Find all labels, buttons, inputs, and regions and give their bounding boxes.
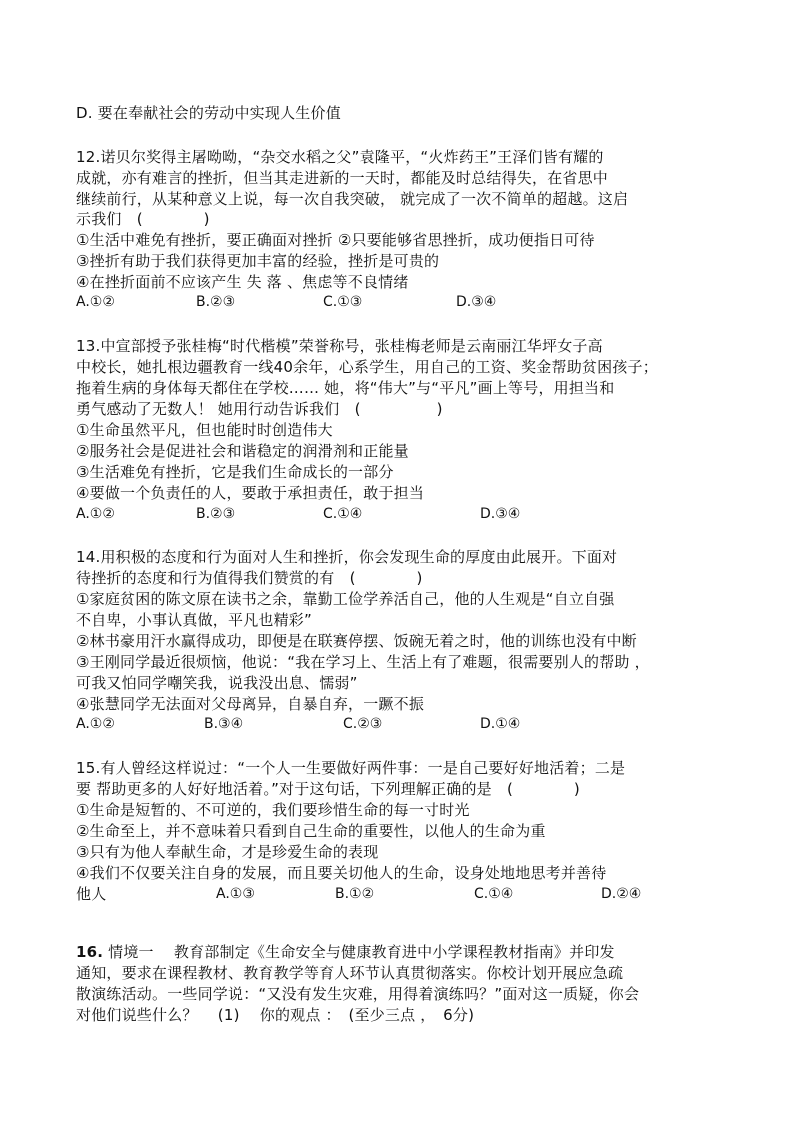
q16-stem-first-line	[76, 942, 615, 962]
q12-statement: ③挫折有助于我们获得更加丰富的经验，挫折是可贵的	[76, 252, 440, 270]
q12-stem-line: 成就，亦有难言的挫折，但当其走进新的一天时，都能及时总结得失，在省思中	[76, 169, 609, 187]
q14-statement: ③王刚同学最近很烦恼，他说：“我在学习上、生活上有了难题，很需要别人的帮助 ，	[76, 653, 650, 671]
q13-statement: ④要做一个负责任的人，要敢于承担责任，敢于担当	[76, 484, 425, 502]
q15-statement: ③只有为他人奉献生命，才是珍爱生命的表现	[76, 843, 379, 861]
q15-option-b: B.①②	[335, 886, 375, 902]
q14-option-b: B.③④	[204, 716, 244, 732]
q13-option-d: D.③④	[480, 506, 521, 522]
q14-stem-line: 待挫折的态度和行为值得我们赞赏的有 ( )	[76, 569, 423, 587]
q14-statement: ②林书豪用汗水赢得成功，即便是在联赛停摆、饭碗无着之时，他的训练也没有中断	[76, 632, 637, 650]
q14-option-a: A.①②	[76, 716, 115, 732]
q12-stem-line: 12.诺贝尔奖得主屠呦呦，“杂交水稻之父”袁隆平，“火炸药王”王泽们皆有耀的	[76, 148, 604, 166]
q13-statement: ②服务社会是促进社会和谐稳定的润滑剂和正能量	[76, 442, 409, 460]
q12-stem-line: 继续前行，从某种意义上说，每一次自我突破， 就完成了一次不简单的超越。这启	[76, 190, 629, 208]
q12-option-d: D.③④	[456, 294, 497, 310]
q15-statement: ①生命是短暂的、不可逆的，我们要珍惜生命的每一寸时光	[76, 801, 470, 819]
q14-statement: 可我又怕同学嘲笑我，说我没出息、懦弱”	[76, 674, 358, 692]
q13-statement: ③生活难免有挫折，它是我们生命成长的一部分	[76, 463, 394, 481]
q14-option-c: C.②③	[343, 716, 383, 732]
q13-stem-line: 勇气感动了无数人！ 她用行动告诉我们 ( )	[76, 400, 443, 418]
q15-statement: ④我们不仅要关注自身的发展，而且要关切他人的生命，设身处地地思考并善待	[76, 864, 607, 882]
q12-option-b: B.②③	[196, 294, 236, 310]
q15-option-d: D.②④	[601, 886, 642, 902]
q12-statement: ①生活中难免有挫折，要正确面对挫折 ②只要能够省思挫折，成功便指日可待	[76, 231, 595, 249]
q15-option-c: C.①④	[474, 886, 514, 902]
q12-stem-line: 示我们 ( )	[76, 210, 210, 228]
q16-stem-line: 散演练活动。一些同学说：“又没有发生灾难，用得着演练吗？”面对这一质疑，你会	[76, 985, 640, 1003]
q15-option-a: A.①③	[216, 886, 255, 902]
q16-number: 16.	[76, 943, 104, 961]
q13-stem-line: 中校长，她扎根边疆教育一线40余年，心系学生，用自己的工资、奖金帮助贫困孩子；	[76, 358, 658, 376]
q12-option-a: A.①②	[76, 294, 115, 310]
q15-statement: ②生命至上，并不意味着只看到自己生命的重要性，以他人的生命为重	[76, 822, 546, 840]
q16-stem-text: 情境一 教育部制定《生命安全与健康教育进中小学课程教材指南》并印发	[103, 943, 615, 961]
q15-stem-line: 15.有人曾经这样说过：“一个人一生要做好两件事：一是自己要好好地活着；二是	[76, 759, 626, 777]
q14-option-d: D.①④	[480, 716, 521, 732]
q13-option-c: C.①④	[323, 506, 363, 522]
q13-option-b: B.②③	[196, 506, 236, 522]
q14-stem-line: 14.用积极的态度和行为面对人生和挫折，你会发现生命的厚度由此展开。下面对	[76, 548, 618, 566]
q15-stem-line: 要 帮助更多的人好好地活着。”对于这句话，下列理解正确的是 ( )	[76, 780, 580, 798]
q15-statement-tail: 他人	[76, 885, 107, 903]
q12-option-c: C.①③	[323, 294, 363, 310]
q14-statement: ④张慧同学无法面对父母离异，自暴自弃，一蹶不振	[76, 695, 425, 713]
q13-option-a: A.①②	[76, 506, 115, 522]
q14-statement: 不自卑，小事认真做，平凡也精彩”	[76, 611, 312, 629]
q14-statement: ①家庭贫困的陈文原在读书之余，靠勤工俭学养活自己，他的人生观是“自立自强	[76, 590, 615, 608]
q16-stem-line: 通知，要求在课程教材、教育教学等育人环节认真贯彻落实。你校计划开展应急疏	[76, 964, 624, 982]
q16-stem-line: 对他们说些什么？ (1) 你的观点 ： (至少三点 ， 6分)	[76, 1006, 475, 1024]
q11-option-d: D. 要在奉献社会的劳动中实现人生价值	[76, 104, 341, 122]
q12-statement: ④在挫折面前不应该产生 失 落 、焦虑等不良情绪	[76, 273, 409, 291]
q13-stem-line: 拖着生病的身体每天都住在学校…… 她，将“伟大”与“平凡”画上等号，用担当和	[76, 379, 615, 397]
q13-stem-line: 13.中宣部授予张桂梅“时代楷模”荣誉称号，张桂梅老师是云南丽江华坪女子高	[76, 337, 603, 355]
q13-statement: ①生命虽然平凡，但也能时时创造伟大	[76, 421, 333, 439]
